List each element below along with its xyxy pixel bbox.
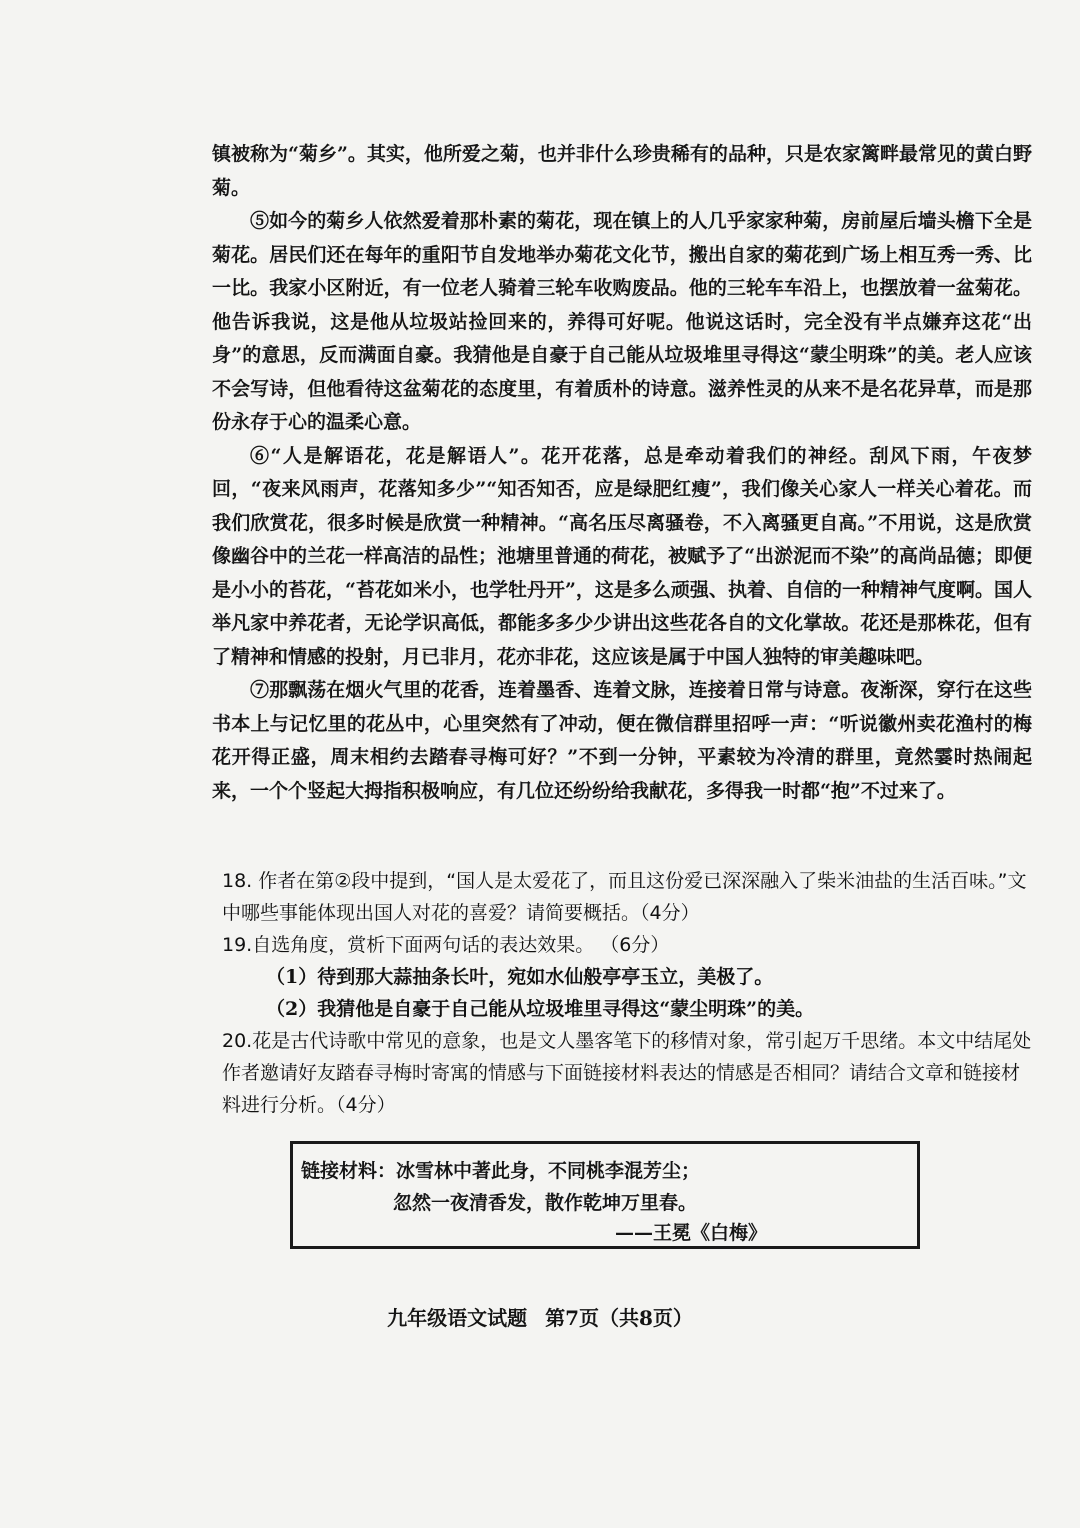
paragraph-continued: 镇被称为“菊乡”。其实，他所爱之菊，也并非什么珍贵稀有的品种，只是农家篱畔最常见的黄白野菊。 <box>212 143 1032 199</box>
reading-passage <box>212 138 1032 808</box>
footer-title: 九年级语文试题 <box>387 1306 528 1330</box>
question-section <box>222 865 1032 1121</box>
link-material-source: ——王冕《白梅》 <box>615 1222 768 1244</box>
paragraph-5: ⑤如今的菊乡人依然爱着那朴素的菊花，现在镇上的人几乎家家种菊，房前屋后墙头檐下全是菊花。居民们还在每年的重阳节自发地举办菊花文化节，搬出自家的菊花到广场上相互秀一秀、比一比。我家小区附近，有一位老人骑着三轮车收购废品。他的三轮车车沿上，也摆放着一盆菊花。他告诉我说，这是他从垃圾站捡回来的，养得可好呢。他说这话时，完全没有半点嫌弃这花“出身”的意思，反而满面自豪。我猜他是自豪于自己能从垃圾堆里寻得这“蒙尘明珠”的美。老人应该不会写诗，但他看待这盆菊花的态度里，有着质朴的诗意。滋养性灵的从来不是名花异草，而是那份永存于心的温柔心意。 <box>212 210 1032 433</box>
paragraph-6: ⑥“人是解语花，花是解语人”。花开花落，总是牵动着我们的神经。刮风下雨，午夜梦回，“夜来风雨声，花落知多少”“知否知否，应是绿肥红瘦”，我们像关心家人一样关心着花。而我们欣赏花，很多时候是欣赏一种精神。“高名压尽离骚卷，不入离骚更自高。”不用说，这是欣赏像幽谷中的兰花一样高洁的品性；池塘里普通的荷花，被赋予了“出淤泥而不染”的高尚品德；即便是小小的苔花，“苔花如米小，也学牡丹开”，这是多么顽强、执着、自信的一种精神气度啊。国人举凡家中养花者，无论学识高低，都能多多少少讲出这些花各自的文化掌故。花还是那株花，但有了精神和情感的投射，月已非月，花亦非花，这应该是属于中国人独特的审美趣味吧。 <box>212 444 1032 668</box>
link-material-line-2: 忽然一夜清香发，散作乾坤万里春。 <box>393 1192 698 1214</box>
question-19: 19.自选角度，赏析下面两句话的表达效果。 （6分） <box>222 934 670 956</box>
question-18: 18. 作者在第②段中提到，“国人是太爱花了，而且这份爱已深深融入了柴米油盐的生活百味。”文中哪些事能体现出国人对花的喜爱？请简要概括。（4分） <box>222 870 1027 924</box>
link-material-box <box>290 1141 920 1249</box>
link-material-line-1: 链接材料：冰雪林中著此身，不同桃李混芳尘； <box>301 1160 701 1182</box>
paragraph-7: ⑦那飘荡在烟火气里的花香，连着墨香、连着文脉，连接着日常与诗意。夜渐深，穿行在这些书本上与记忆里的花丛中，心里突然有了冲动，便在微信群里招呼一声：“听说徽州卖花渔村的梅花开得正盛，周末相约去踏春寻梅可好？”不到一分钟，平素较为冷清的群里，竟然霎时热闹起来，一个个竖起大拇指积极响应，有几位还纷纷给我献花，多得我一时都“抱”不过来了。 <box>212 679 1032 802</box>
question-20: 20.花是古代诗歌中常见的意象，也是文人墨客笔下的移情对象，常引起万千思绪。本文中结尾处作者邀请好友踏春寻梅时寄寓的情感与下面链接材料表达的情感是否相同？请结合文章和链接材料进行分析。（4分） <box>222 1030 1032 1116</box>
question-19-item-2: （2）我猜他是自豪于自己能从垃圾堆里寻得这“蒙尘明珠”的美。 <box>266 998 815 1020</box>
question-19-item-1: （1）待到那大蒜抽条长叶，宛如水仙般亭亭玉立，美极了。 <box>266 966 774 988</box>
footer-page-number: 第7页（共8页） <box>545 1306 693 1330</box>
page-footer <box>0 1302 1080 1331</box>
